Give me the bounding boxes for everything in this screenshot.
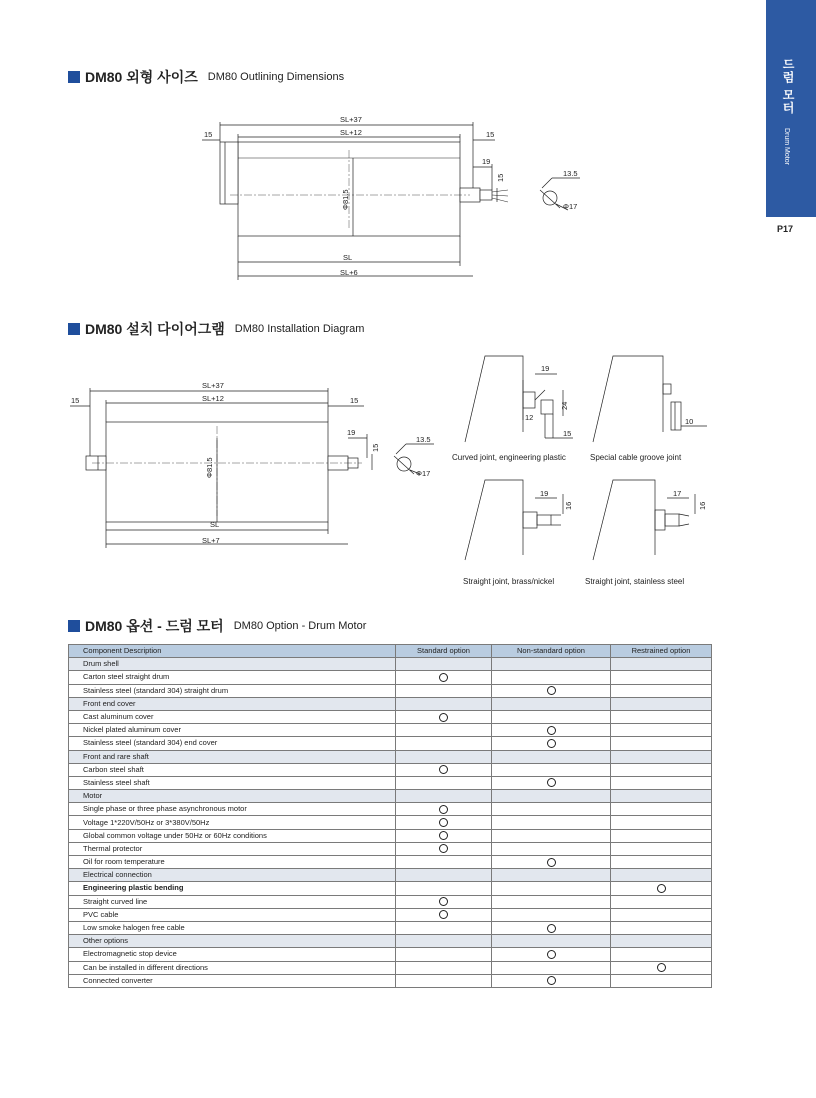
row-label: Single phase or three phase asynchronous motor <box>69 803 396 816</box>
row-label: Cast aluminum cover <box>69 710 396 723</box>
cell-standard <box>396 974 492 987</box>
table-row <box>69 882 712 895</box>
cell-nonstandard <box>492 829 611 842</box>
header-nonstandard: Non-standard option <box>492 645 611 658</box>
circle-mark-icon <box>439 910 448 919</box>
cell-restrained <box>611 829 712 842</box>
row-label: Thermal protector <box>69 842 396 855</box>
section-square-icon <box>68 620 80 632</box>
section-title-en: DM80 Option - Drum Motor <box>233 620 367 632</box>
section-title-en: DM80 Outlining Dimensions <box>207 71 345 83</box>
circle-mark-icon <box>439 897 448 906</box>
row-label: Carton steel straight drum <box>69 671 396 684</box>
page-number: P17 <box>777 224 794 234</box>
cell-standard <box>396 790 492 803</box>
table-row <box>69 776 712 789</box>
cell-standard <box>396 842 492 855</box>
side-tab-english: Drum Motor <box>783 128 790 165</box>
side-tab-korean: 드럼 모터 <box>781 58 795 115</box>
row-label: Electrical connection <box>69 869 396 882</box>
section-title-ko: DM80 옵션 - 드럼 모터 <box>85 618 224 634</box>
cell-nonstandard <box>492 882 611 895</box>
circle-mark-icon <box>547 976 556 985</box>
joint-brass-caption: Straight joint, brass/nickel <box>463 577 555 586</box>
joint-steel-caption: Straight joint, stainless steel <box>585 577 685 586</box>
row-label: Connected converter <box>69 974 396 987</box>
joint-curved-dim-19: 19 <box>541 364 550 373</box>
table-row <box>69 856 712 869</box>
table-row <box>69 803 712 816</box>
cell-nonstandard <box>492 869 611 882</box>
row-label: Front and rare shaft <box>69 750 396 763</box>
dim-sl37: SL+37 <box>340 115 362 124</box>
table-row <box>69 842 712 855</box>
row-label: Other options <box>69 935 396 948</box>
cell-restrained <box>611 658 712 671</box>
side-tab <box>766 0 816 217</box>
cell-nonstandard <box>492 803 611 816</box>
cell-restrained <box>611 935 712 948</box>
dim-sl6: SL+6 <box>340 268 358 277</box>
cell-nonstandard <box>492 684 611 697</box>
cell-standard <box>396 803 492 816</box>
cell-standard <box>396 750 492 763</box>
cell-nonstandard <box>492 710 611 723</box>
cell-restrained <box>611 869 712 882</box>
dim-15-right: 15 <box>486 130 495 139</box>
cell-standard <box>396 671 492 684</box>
row-label: Drum shell <box>69 658 396 671</box>
cell-nonstandard <box>492 842 611 855</box>
cell-standard <box>396 869 492 882</box>
header-standard: Standard option <box>396 645 492 658</box>
cell-restrained <box>611 776 712 789</box>
circle-mark-icon <box>439 831 448 840</box>
dim-15-vert: 15 <box>371 443 380 452</box>
table-header-row <box>69 645 712 658</box>
cell-nonstandard <box>492 763 611 776</box>
cell-standard <box>396 776 492 789</box>
row-label: Stainless steel (standard 304) straight drum <box>69 684 396 697</box>
options-table-body <box>69 658 712 988</box>
cell-standard <box>396 895 492 908</box>
cell-restrained <box>611 974 712 987</box>
cell-standard <box>396 908 492 921</box>
table-group-row <box>69 935 712 948</box>
header-component: Component Description <box>69 645 396 658</box>
row-label: Straight curved line <box>69 895 396 908</box>
row-label: Voltage 1*220V/50Hz or 3*380V/50Hz <box>69 816 396 829</box>
row-label: Nickel plated aluminum cover <box>69 724 396 737</box>
row-label: Global common voltage under 50Hz or 60Hz conditions <box>69 829 396 842</box>
row-label: Front end cover <box>69 697 396 710</box>
row-label: Carbon steel shaft <box>69 763 396 776</box>
options-table <box>68 644 712 988</box>
row-label: Stainless steel shaft <box>69 776 396 789</box>
cell-standard <box>396 921 492 934</box>
cell-standard <box>396 816 492 829</box>
table-row <box>69 710 712 723</box>
circle-mark-icon <box>547 924 556 933</box>
table-row <box>69 948 712 961</box>
cell-restrained <box>611 961 712 974</box>
circle-mark-icon <box>439 818 448 827</box>
cell-restrained <box>611 763 712 776</box>
cell-nonstandard <box>492 750 611 763</box>
cell-restrained <box>611 856 712 869</box>
row-label: Engineering plastic bending <box>69 882 396 895</box>
cell-nonstandard <box>492 737 611 750</box>
table-group-row <box>69 658 712 671</box>
cell-standard <box>396 856 492 869</box>
cell-nonstandard <box>492 790 611 803</box>
table-row <box>69 908 712 921</box>
circle-mark-icon <box>547 778 556 787</box>
joint-curved-dim-12: 12 <box>525 413 534 422</box>
cell-restrained <box>611 710 712 723</box>
cell-standard <box>396 829 492 842</box>
table-row <box>69 961 712 974</box>
cell-nonstandard <box>492 974 611 987</box>
table-row <box>69 895 712 908</box>
dim-sl37: SL+37 <box>202 381 224 390</box>
circle-mark-icon <box>657 884 666 893</box>
circle-mark-icon <box>439 713 448 722</box>
section-title-en: DM80 Installation Diagram <box>234 323 365 335</box>
joint-brass-dim-16: 16 <box>564 501 573 510</box>
circle-mark-icon <box>547 726 556 735</box>
cell-restrained <box>611 790 712 803</box>
cell-nonstandard <box>492 935 611 948</box>
dim-sl: SL <box>343 253 353 262</box>
circle-mark-icon <box>439 765 448 774</box>
dim-19: 19 <box>347 428 356 437</box>
circle-mark-icon <box>547 739 556 748</box>
cell-restrained <box>611 895 712 908</box>
row-label: Oil for room temperature <box>69 856 396 869</box>
section-title-ko: DM80 외형 사이즈 <box>85 69 198 85</box>
table-row <box>69 763 712 776</box>
dim-19: 19 <box>482 157 491 166</box>
table-row <box>69 816 712 829</box>
table-row <box>69 684 712 697</box>
joint-curved-caption: Curved joint, engineering plastic <box>452 453 566 462</box>
cell-restrained <box>611 948 712 961</box>
table-group-row <box>69 697 712 710</box>
cell-nonstandard <box>492 908 611 921</box>
cell-nonstandard <box>492 697 611 710</box>
row-label: Electromagnetic stop device <box>69 948 396 961</box>
section-square-icon <box>68 71 80 83</box>
cell-restrained <box>611 684 712 697</box>
circle-mark-icon <box>439 844 448 853</box>
cell-nonstandard <box>492 948 611 961</box>
cell-restrained <box>611 750 712 763</box>
cell-restrained <box>611 921 712 934</box>
cell-nonstandard <box>492 921 611 934</box>
joint-steel-dim-16: 16 <box>698 501 707 510</box>
joint-curved-dim-15: 15 <box>563 429 572 438</box>
circle-mark-icon <box>657 963 666 972</box>
table-row <box>69 974 712 987</box>
row-label: Stainless steel (standard 304) end cover <box>69 737 396 750</box>
cell-standard <box>396 697 492 710</box>
cell-standard <box>396 763 492 776</box>
table-row <box>69 737 712 750</box>
dim-15-vert: 15 <box>496 173 505 182</box>
cell-restrained <box>611 816 712 829</box>
dim-13-5: 13.5 <box>563 169 578 178</box>
circle-mark-icon <box>439 673 448 682</box>
table-group-row <box>69 869 712 882</box>
cell-restrained <box>611 697 712 710</box>
table-row <box>69 724 712 737</box>
cell-standard <box>396 961 492 974</box>
circle-mark-icon <box>547 858 556 867</box>
joint-groove-dim-10: 10 <box>685 417 694 426</box>
table-row <box>69 921 712 934</box>
cell-restrained <box>611 737 712 750</box>
section-title-installation <box>68 319 364 339</box>
dim-phi17: Φ17 <box>563 202 578 211</box>
cell-standard <box>396 882 492 895</box>
joint-details-drawing <box>445 350 710 590</box>
section-title-ko: DM80 설치 다이어그램 <box>85 321 225 337</box>
cell-restrained <box>611 671 712 684</box>
row-label: Can be installed in different directions <box>69 961 396 974</box>
section-title-options <box>68 616 366 636</box>
joint-brass-dim-19: 19 <box>540 489 549 498</box>
header-restrained: Restrained option <box>611 645 712 658</box>
cell-standard <box>396 948 492 961</box>
cell-nonstandard <box>492 961 611 974</box>
circle-mark-icon <box>547 950 556 959</box>
dim-15-left: 15 <box>204 130 213 139</box>
cell-standard <box>396 684 492 697</box>
section-title-outline <box>68 67 344 87</box>
table-row <box>69 829 712 842</box>
cell-nonstandard <box>492 658 611 671</box>
dim-sl7: SL+7 <box>202 536 220 545</box>
circle-mark-icon <box>547 686 556 695</box>
section-square-icon <box>68 323 80 335</box>
circle-mark-icon <box>439 805 448 814</box>
cell-nonstandard <box>492 816 611 829</box>
cell-restrained <box>611 882 712 895</box>
dim-sl12: SL+12 <box>340 128 362 137</box>
dim-diameter: Φ81.5 <box>341 189 350 210</box>
cell-nonstandard <box>492 776 611 789</box>
cell-restrained <box>611 908 712 921</box>
row-label: Low smoke halogen free cable <box>69 921 396 934</box>
cell-standard <box>396 737 492 750</box>
cell-nonstandard <box>492 671 611 684</box>
table-group-row <box>69 790 712 803</box>
dim-13-5: 13.5 <box>416 435 431 444</box>
dim-sl12: SL+12 <box>202 394 224 403</box>
row-label: PVC cable <box>69 908 396 921</box>
cell-nonstandard <box>492 856 611 869</box>
dim-diameter: Φ81.5 <box>205 457 214 478</box>
joint-groove-caption: Special cable groove joint <box>590 453 682 462</box>
cell-nonstandard <box>492 895 611 908</box>
dim-phi17: Φ17 <box>416 469 431 478</box>
row-label: Motor <box>69 790 396 803</box>
installation-drawing <box>62 376 442 551</box>
cell-nonstandard <box>492 724 611 737</box>
cell-restrained <box>611 842 712 855</box>
joint-curved-dim-24: 24 <box>560 401 569 410</box>
cell-restrained <box>611 724 712 737</box>
cell-standard <box>396 658 492 671</box>
cell-restrained <box>611 803 712 816</box>
cell-standard <box>396 935 492 948</box>
outline-dimension-drawing <box>190 110 600 285</box>
table-group-row <box>69 750 712 763</box>
joint-steel-dim-17: 17 <box>673 489 682 498</box>
dim-15-right: 15 <box>350 396 359 405</box>
cell-standard <box>396 710 492 723</box>
dim-sl: SL <box>210 520 220 529</box>
cell-standard <box>396 724 492 737</box>
table-row <box>69 671 712 684</box>
dim-15-left: 15 <box>71 396 80 405</box>
